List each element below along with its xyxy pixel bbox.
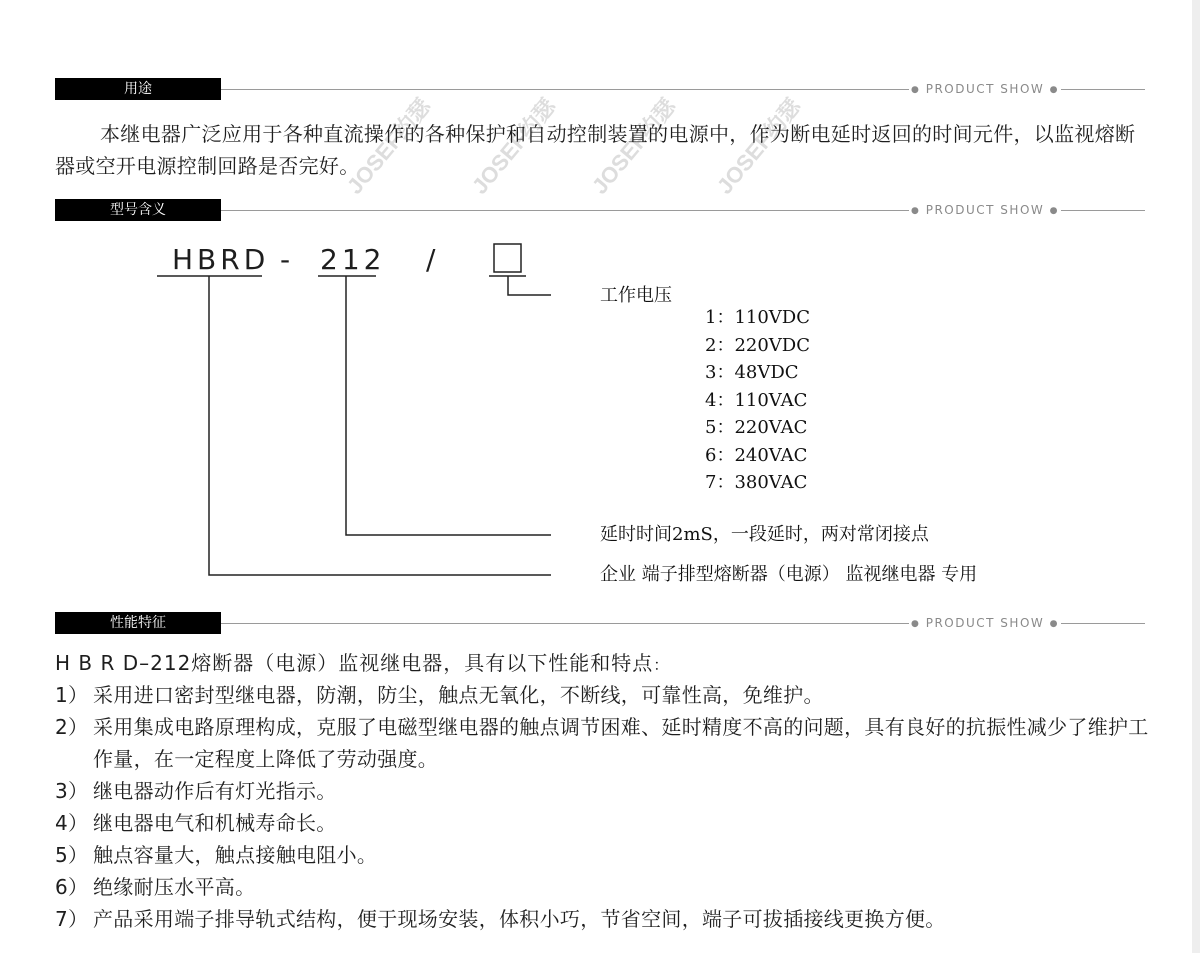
watermark: JOSEF约瑟 xyxy=(466,93,561,199)
watermark: JOSEF约瑟 xyxy=(341,93,436,199)
feature-item: 1） 采用进口密封型继电器，防潮，防尘，触点无氧化，不断线，可靠性高，免维护。 xyxy=(55,683,824,707)
feature-item: 4） 继电器电气和机械寿命长。 xyxy=(55,811,337,835)
connector-voltage xyxy=(508,276,551,295)
voltage-option: 1：110VDC xyxy=(705,307,811,328)
divider xyxy=(1061,210,1145,211)
voltage-option: 4：110VAC xyxy=(705,389,808,411)
usage-text: 本继电器广泛应用于各种直流操作的各种保护和自动控制装置的电源中，作为断电延时返回的时间元件，以监视熔断器或空开电源控制回路是否完好。 xyxy=(55,122,1136,178)
voltage-code-box xyxy=(494,244,521,272)
model-code-slash: / xyxy=(426,243,440,276)
voltage-heading: 工作电压 xyxy=(600,285,672,306)
voltage-option: 2：220VDC xyxy=(705,334,811,356)
desc-212: 延时时间2mS，一段延时，两对常闭接点 xyxy=(600,524,929,545)
section-header-features xyxy=(55,612,1145,634)
connector-hbrd xyxy=(209,276,551,575)
features-block xyxy=(55,647,1155,935)
product-show-tag: ● PRODUCT SHOW ● xyxy=(911,82,1059,96)
voltage-option: 3：48VDC xyxy=(705,362,799,383)
features-intro: H B R D–212熔断器（电源）监视继电器，具有以下性能和特点： xyxy=(55,651,670,675)
model-code-number: 212 xyxy=(320,243,386,276)
voltage-list xyxy=(705,304,810,497)
divider xyxy=(221,623,909,624)
voltage-option: 7：380VAC xyxy=(705,472,808,493)
feature-item: 7） 产品采用端子排导轨式结构，便于现场安装，体积小巧，节省空间，端子可拔插接线更换方便。 xyxy=(55,907,946,931)
section-title: 用途 xyxy=(55,78,221,100)
features-list xyxy=(55,679,1155,935)
section-header-usage xyxy=(55,78,1145,100)
watermark: JOSEF约瑟 xyxy=(586,93,681,199)
feature-item: 6） 绝缘耐压水平高。 xyxy=(55,875,256,899)
desc-hbrd: 企业 端子排型熔断器（电源） 监视继电器 专用 xyxy=(600,564,978,585)
product-show-tag: ● PRODUCT SHOW ● xyxy=(911,203,1059,217)
product-show-tag: ● PRODUCT SHOW ● xyxy=(911,616,1059,630)
voltage-option: 5：220VAC xyxy=(705,417,808,438)
model-code-main: HBRD xyxy=(172,243,270,276)
voltage-option: 6：240VAC xyxy=(705,444,808,466)
usage-paragraph xyxy=(55,118,1147,182)
connector-212 xyxy=(346,276,551,535)
model-code-dash: - xyxy=(280,243,295,276)
divider xyxy=(1061,623,1145,624)
divider xyxy=(1061,89,1145,90)
page-edge-strip xyxy=(1192,0,1200,953)
divider xyxy=(221,89,909,90)
watermark: JOSEF约瑟 xyxy=(711,93,806,199)
section-title: 性能特征 xyxy=(55,612,221,634)
feature-item: 5） 触点容量大，触点接触电阻小。 xyxy=(55,843,378,867)
divider xyxy=(221,210,909,211)
feature-item: 2） 采用集成电路原理构成，克服了电磁型继电器的触点调节困难、延时精度不高的问题，具有良好的抗振性减少了维护工作量，在一定程度上降低了劳动强度。 xyxy=(55,715,1149,771)
section-header-model xyxy=(55,199,1145,221)
feature-item: 3） 继电器动作后有灯光指示。 xyxy=(55,779,337,803)
section-title: 型号含义 xyxy=(55,199,221,221)
